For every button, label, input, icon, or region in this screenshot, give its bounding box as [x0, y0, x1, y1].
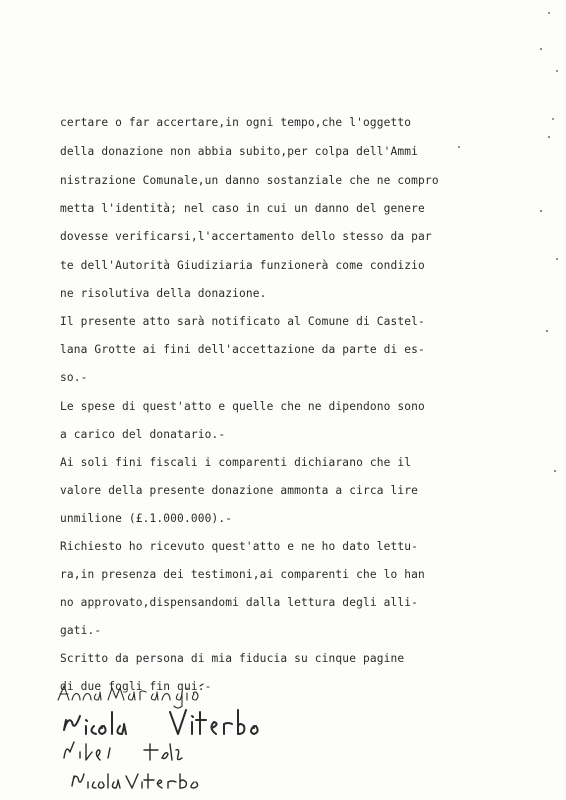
scan-speck: [554, 470, 556, 472]
text-line: so.-: [60, 371, 88, 384]
signature-4: [72, 774, 198, 788]
text-line: Scritto da persona di mia fiducia su cinque pagine: [60, 652, 405, 665]
text-line: della donazione non abbia subito,per colpa dell'Ammi: [60, 145, 419, 158]
text-line: di due fogli fin qui.-: [60, 680, 212, 693]
text-line: Il presente atto sarà notificato al Comune di Castel-: [60, 315, 425, 328]
text-line: te dell'Autorità Giudiziaria funzionerà come condizio: [60, 259, 425, 272]
text-line: unmilione (£.1.000.000).-: [60, 512, 233, 525]
text-line: gati.-: [60, 624, 102, 637]
text-line: certare o far accertare,in ogni tempo,che l'oggetto: [60, 116, 412, 129]
scan-speck: [556, 258, 558, 260]
scan-speck: [458, 146, 460, 148]
scan-speck: [540, 210, 542, 212]
scan-speck: [552, 118, 554, 120]
text-line: valore della presente donazione ammonta a circa lire: [60, 484, 419, 497]
signature-2: [64, 710, 258, 734]
text-line: ra,in presenza dei testimoni,ai comparenti che lo han: [60, 568, 425, 581]
text-line: lana Grotte ai fini dell'accettazione da parte di es-: [60, 343, 425, 356]
signature-1: [58, 684, 203, 708]
scan-speck: [548, 12, 550, 14]
scan-speck: [546, 330, 548, 332]
text-line: Ai soli fini fiscali i comparenti dichiarano che il: [60, 456, 412, 469]
signatures-handwritten: [50, 678, 310, 798]
text-line: dovesse verificarsi,l'accertamento dello stesso da par: [60, 230, 432, 243]
scan-speck: [540, 48, 542, 50]
text-line: no approvato,dispensandomi dalla lettura degli alli-: [60, 596, 419, 609]
text-line: metta l'identità; nel caso in cui un danno del genere: [60, 202, 425, 215]
scan-speck: [556, 70, 558, 72]
text-line: Richiesto ho ricevuto quest'atto e ne ho dato lettu-: [60, 540, 419, 553]
text-line: a carico del donatario.-: [60, 428, 226, 441]
signature-3: [64, 742, 182, 760]
text-line: Le spese di quest'atto e quelle che ne dipendono sono: [60, 400, 425, 413]
text-line: nistrazione Comunale,un danno sostanziale che ne compro: [60, 174, 439, 187]
scan-speck: [548, 136, 550, 138]
text-line: ne risolutiva della donazione.: [60, 287, 267, 300]
